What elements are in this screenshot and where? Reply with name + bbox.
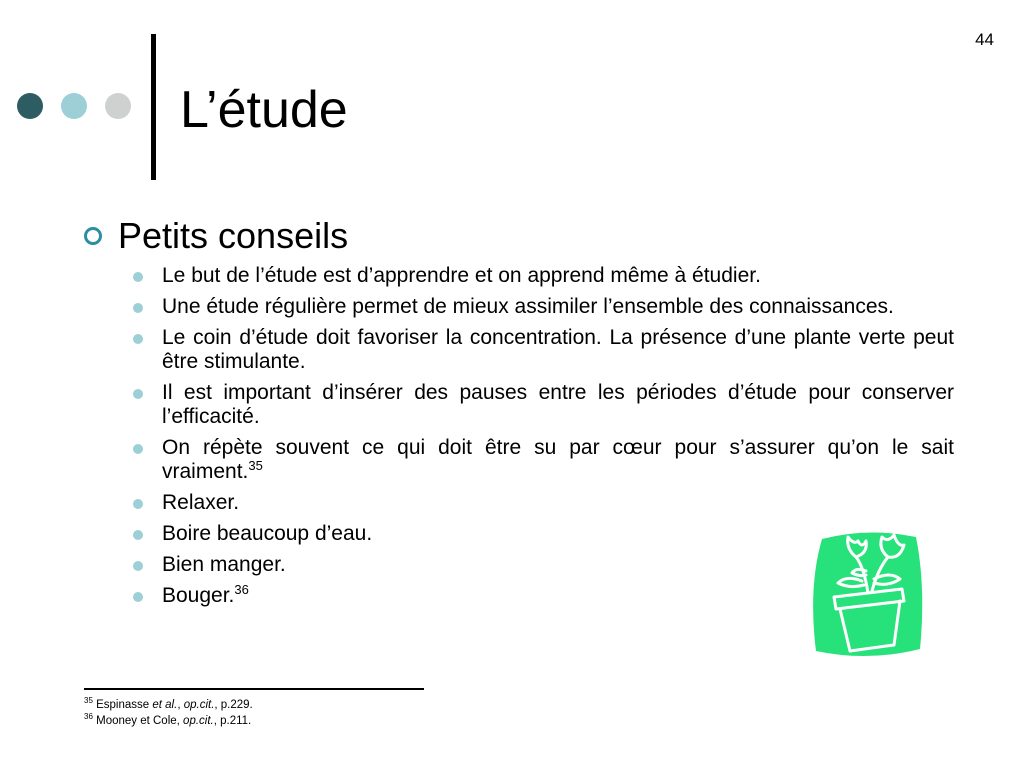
bullet-text: Il est important d’insérer des pauses entre les périodes d’étude pour conserver l’efficacité. xyxy=(162,381,954,428)
bullet-item xyxy=(162,381,954,429)
bullet-text: Le but de l’étude est d’apprendre et on apprend même à étudier. xyxy=(162,264,761,287)
footnote-author: Mooney et Cole, xyxy=(96,715,184,727)
dot-dark-icon xyxy=(17,93,43,119)
potted-plant-icon xyxy=(808,527,928,662)
dot-bullet-icon xyxy=(133,444,143,454)
footnote-opcit: op.cit. xyxy=(183,699,215,711)
dot-gray-icon xyxy=(105,93,131,119)
footnote-reference: 36 xyxy=(234,582,249,597)
dot-bullet-icon xyxy=(133,334,143,344)
ring-bullet-icon xyxy=(84,227,102,245)
bullet-item xyxy=(162,295,954,319)
footnote-etal: et al. xyxy=(152,699,178,711)
footnote-page: , p.211. xyxy=(213,715,252,727)
bullet-text: Une étude régulière permet de mieux assimiler l’ensemble des connaissances. xyxy=(162,295,894,318)
footnote-author: Espinasse xyxy=(96,699,153,711)
slide-title: L’étude xyxy=(180,81,348,139)
dot-light-blue-icon xyxy=(61,93,87,119)
footnote-separator: , xyxy=(177,699,184,711)
dot-bullet-icon xyxy=(133,272,143,282)
bullet-text: Bouger. xyxy=(162,584,235,607)
footnote-page: , p.229. xyxy=(214,699,253,711)
bullet-item xyxy=(162,326,954,374)
title-divider xyxy=(151,34,156,180)
bullet-text: Bien manger. xyxy=(162,553,286,576)
footnote-35 xyxy=(84,697,253,713)
bullet-text: Le coin d’étude doit favoriser la concentration. La présence d’une plante verte peut être stimulante. xyxy=(162,326,954,373)
footnote-opcit: op.cit. xyxy=(183,715,214,727)
dot-bullet-icon xyxy=(133,561,143,571)
footnote-number: 36 xyxy=(84,712,93,722)
bullet-item xyxy=(162,491,954,515)
bullet-item xyxy=(162,436,954,484)
heading-row xyxy=(84,214,954,258)
dot-bullet-icon xyxy=(133,592,143,602)
bullet-item xyxy=(162,264,954,288)
dot-bullet-icon xyxy=(133,303,143,313)
bullet-text: Boire beaucoup d’eau. xyxy=(162,522,373,545)
slide-number: 44 xyxy=(975,30,994,49)
bullet-text: On répète souvent ce qui doit être su par cœur pour s’assurer qu’on le sait vraiment. xyxy=(162,436,954,483)
footnote-rule xyxy=(84,688,424,690)
dot-bullet-icon xyxy=(133,499,143,509)
footnotes xyxy=(84,697,253,729)
bullet-text: Relaxer. xyxy=(162,491,240,514)
section-heading: Petits conseils xyxy=(118,215,349,256)
dot-bullet-icon xyxy=(133,530,143,540)
footnote-number: 35 xyxy=(84,696,93,706)
footnote-36 xyxy=(84,713,253,729)
footnote-reference: 35 xyxy=(248,458,263,473)
dot-bullet-icon xyxy=(133,389,143,399)
